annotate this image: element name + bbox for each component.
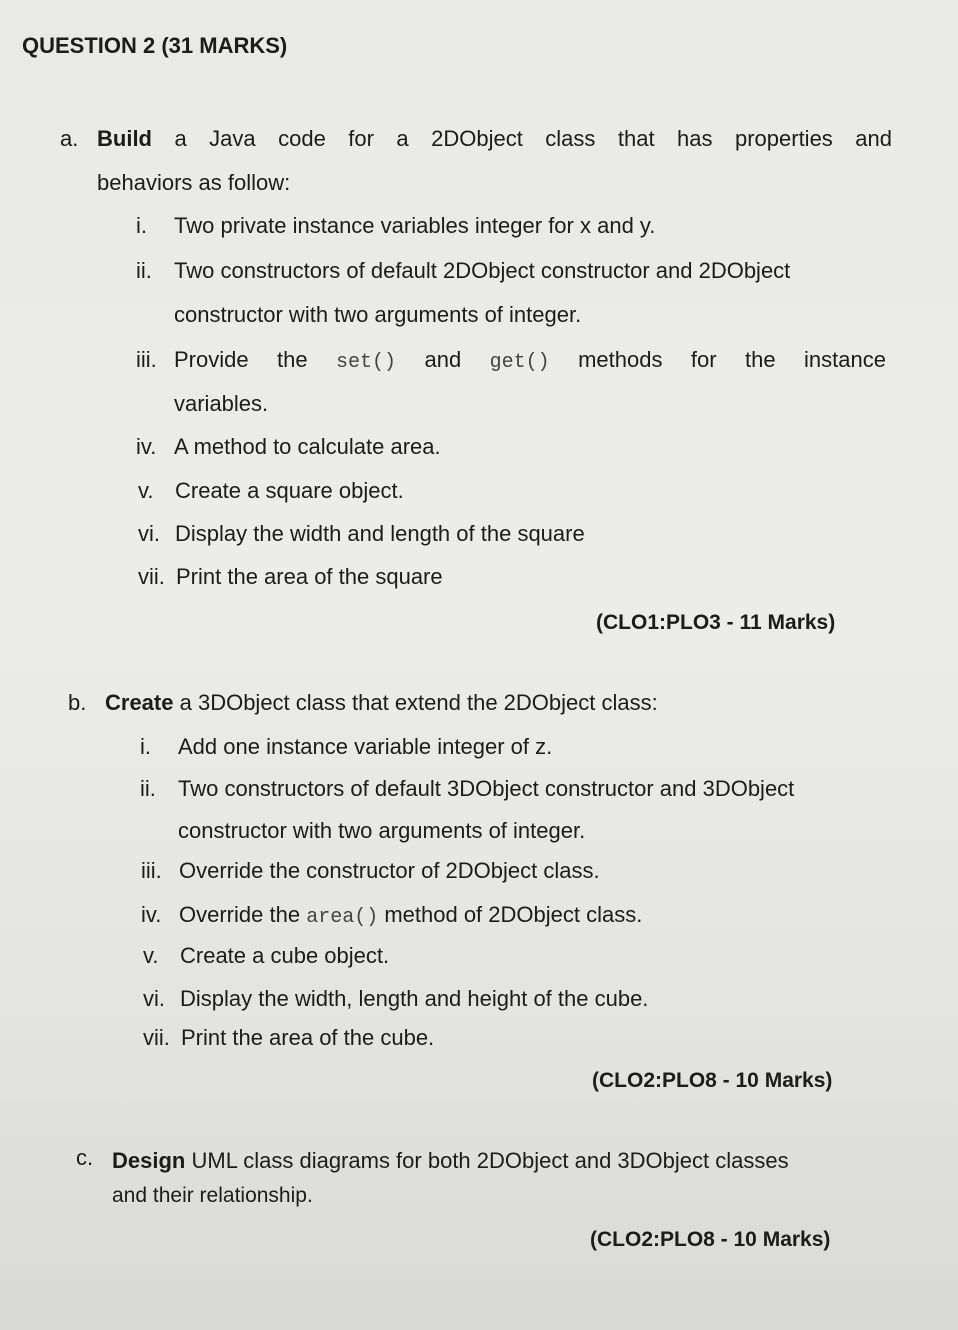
part-c-intro-line-1 bbox=[112, 1148, 789, 1174]
part-b-item-4-text bbox=[179, 902, 642, 929]
part-a-item-1-text: Two private instance variables integer for x and y. bbox=[174, 213, 656, 238]
part-a-item-1-num: i. bbox=[136, 213, 147, 238]
part-b-item-2-text: Two constructors of default 3DObject constructor and 3DObject bbox=[178, 776, 795, 801]
part-c-label: c. bbox=[76, 1145, 94, 1170]
part-a-item-3-num: iii. bbox=[136, 347, 157, 372]
part-b-item-1-text: Add one instance variable integer of z. bbox=[178, 734, 553, 759]
part-a-item-3-mid: and bbox=[424, 347, 462, 372]
part-a-item-3-post: methods for the instance bbox=[578, 347, 886, 372]
part-b-item-3-text: Override the constructor of 2DObject class. bbox=[179, 858, 600, 883]
part-a-item-2-num: ii. bbox=[136, 258, 152, 283]
part-b-item-5-text: Create a cube object. bbox=[180, 943, 390, 968]
part-a-item-6-text: Display the width and length of the square bbox=[175, 521, 585, 546]
part-c-verb: Design bbox=[112, 1148, 186, 1173]
part-a-label: a. bbox=[60, 126, 79, 151]
part-a-item-4-num: iv. bbox=[136, 434, 157, 459]
part-a-item-5-num: v. bbox=[138, 478, 154, 503]
part-b-item-5-num: v. bbox=[143, 943, 159, 968]
part-b-item-6-text: Display the width, length and height of the cube. bbox=[180, 986, 649, 1011]
part-b-item-4-pre: Override the bbox=[179, 902, 301, 927]
part-a-item-7-num: vii. bbox=[138, 564, 165, 589]
set-method-code: set() bbox=[336, 351, 397, 374]
area-method-code: area() bbox=[306, 906, 379, 929]
part-b-item-1-num: i. bbox=[140, 734, 151, 759]
part-a-item-3-pre: Provide the bbox=[174, 347, 308, 372]
part-a-item-2-text-2: constructor with two arguments of integer. bbox=[174, 302, 582, 327]
part-b-label: b. bbox=[68, 690, 87, 715]
get-method-code: get() bbox=[489, 351, 550, 374]
part-c-intro-text: UML class diagrams for both 2DObject and 3DObject classes bbox=[191, 1148, 789, 1173]
part-b-item-7-num: vii. bbox=[143, 1025, 170, 1050]
part-b-item-2-num: ii. bbox=[140, 776, 156, 801]
part-b-item-4-num: iv. bbox=[141, 902, 162, 927]
part-a-verb: Build bbox=[97, 126, 152, 151]
part-a-intro-line-1 bbox=[97, 126, 892, 152]
part-b-item-6-num: vi. bbox=[143, 986, 165, 1011]
part-a-intro-text: a Java code for a 2DObject class that has properties and bbox=[174, 126, 892, 151]
part-b-item-4-post: method of 2DObject class. bbox=[384, 902, 643, 927]
part-a-intro-line-2: behaviors as follow: bbox=[97, 170, 291, 195]
part-a-item-6-num: vi. bbox=[138, 521, 160, 546]
part-b-intro-text: a 3DObject class that extend the 2DObject class: bbox=[179, 690, 658, 715]
part-b-item-7-text: Print the area of the cube. bbox=[181, 1025, 435, 1050]
part-b-verb: Create bbox=[105, 690, 174, 715]
part-b-intro bbox=[105, 690, 658, 716]
part-a-item-3-text-2: variables. bbox=[174, 391, 269, 416]
question-title: QUESTION 2 (31 MARKS) bbox=[22, 33, 288, 58]
part-b-item-3-num: iii. bbox=[141, 858, 162, 883]
part-b-item-2-text-2: constructor with two arguments of integer. bbox=[178, 818, 586, 843]
part-a-marks: (CLO1:PLO3 - 11 Marks) bbox=[596, 611, 836, 634]
part-b-marks: (CLO2:PLO8 - 10 Marks) bbox=[592, 1069, 833, 1092]
part-a-item-3-text bbox=[174, 347, 886, 374]
part-c-intro-line-2: and their relationship. bbox=[112, 1184, 313, 1207]
part-a-item-5-text: Create a square object. bbox=[175, 478, 404, 503]
part-c-marks: (CLO2:PLO8 - 10 Marks) bbox=[590, 1228, 831, 1251]
part-a-item-4-text: A method to calculate area. bbox=[174, 434, 441, 459]
part-a-item-2-text: Two constructors of default 2DObject constructor and 2DObject bbox=[174, 258, 791, 283]
part-a-item-7-text: Print the area of the square bbox=[176, 564, 443, 589]
